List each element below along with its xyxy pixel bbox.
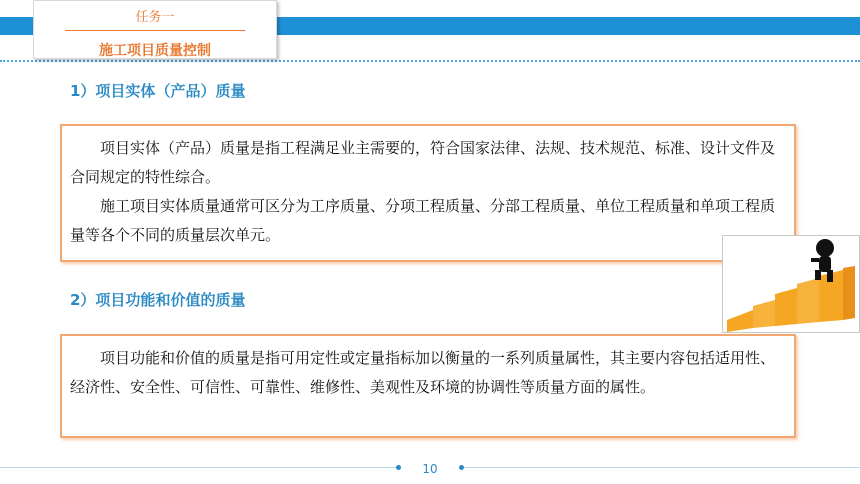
page-number: 10 <box>422 462 438 476</box>
climbing-figure-svg <box>723 236 859 332</box>
section2-heading: 2）项目功能和价值的质量 <box>70 291 246 309</box>
stair-block-6 <box>843 266 855 320</box>
stair-block-1 <box>727 310 753 332</box>
stair-block-2 <box>753 300 775 328</box>
dot-right-icon <box>459 465 464 470</box>
section2-paragraph-1: 项目功能和价值的质量是指可用定性或定量指标加以衡量的一系列质量属性，其主要内容包括适用性、经济性、安全性、可信性、可靠性、维修性、美观性及环境的协调性等质量方面的属性。 <box>70 349 776 396</box>
header-dotted-rule <box>0 60 860 62</box>
section2-box <box>60 334 796 438</box>
section1-heading: 1）项目实体（产品）质量 <box>70 82 246 100</box>
stair-block-3 <box>775 288 797 326</box>
climbing-figure-illustration <box>722 235 860 333</box>
task-title: 施工项目质量控制 <box>99 43 211 59</box>
figure-body <box>819 256 831 272</box>
task-tab-rule <box>65 30 245 31</box>
figure-leg-right <box>827 270 833 282</box>
section1-paragraph-2: 施工项目实体质量通常可区分为工序质量、分项工程质量、分部工程质量、单位工程质量和单项工程质量等各个不同的质量层次单元。 <box>70 197 776 244</box>
figure-head <box>816 239 834 257</box>
section1-paragraph-1: 项目实体（产品）质量是指工程满足业主需要的，符合国家法律、法规、技术规范、标准、设计文件及合同规定的特性综合。 <box>70 139 776 186</box>
task-tab <box>33 0 277 59</box>
dot-left-icon <box>396 465 401 470</box>
figure-leg-left <box>815 270 821 280</box>
stair-block-4 <box>797 278 819 324</box>
task-label: 任务一 <box>135 10 175 25</box>
figure-arm <box>811 258 819 262</box>
page-number-group <box>396 458 464 476</box>
section1-box <box>60 124 796 262</box>
